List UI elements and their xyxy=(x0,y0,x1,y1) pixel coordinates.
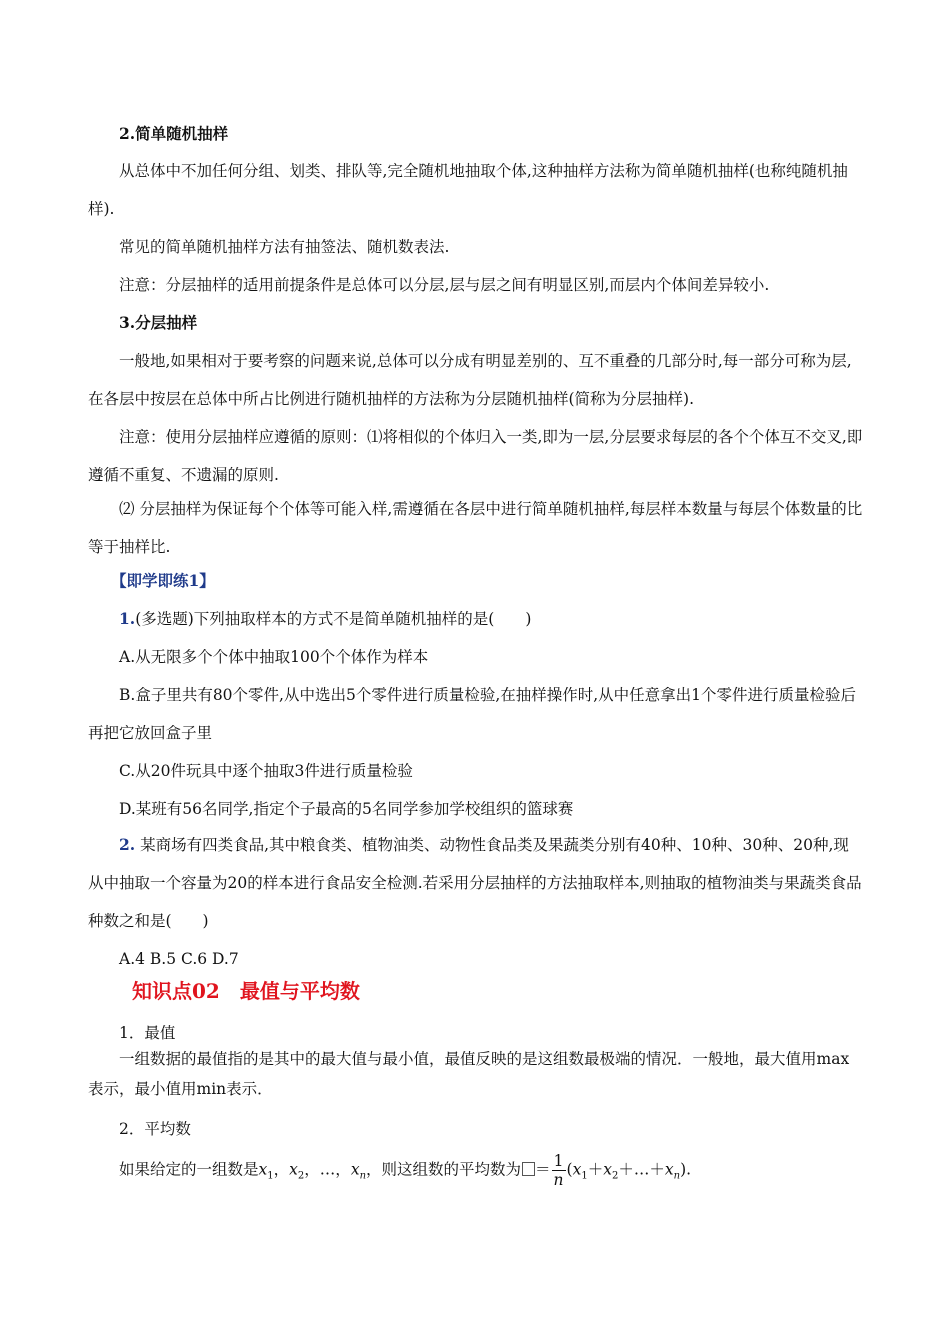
paragraph: 一般地,如果相对于要考察的问题来说,总体可以分成有明显差别的、互不重叠的几部分时,每一部分可称为层,在各层中按层在总体中所占比例进行随机抽样的方法称为分层随机抽样(简称为分层抽样). xyxy=(88,352,852,408)
paren: ). xyxy=(680,1160,692,1179)
subsection-title: 1．最值 xyxy=(119,1024,176,1042)
formula-text: 如果给定的一组数是 xyxy=(119,1160,259,1179)
question-number: 1. xyxy=(119,609,136,628)
var-x: x xyxy=(289,1160,298,1179)
section-title-simple-random-sampling: 2.简单随机抽样 xyxy=(119,124,229,143)
var-x: x xyxy=(258,1160,268,1179)
note: 注意：使用分层抽样应遵循的原则：⑴将相似的个体归入一类,即为一层,分层要求每层的各个个体互不交叉,即遵循不重复、不遗漏的原则. xyxy=(88,428,863,484)
equals-sign: ＝ xyxy=(535,1160,551,1179)
subscript: 2 xyxy=(611,1170,619,1182)
var-x: x xyxy=(572,1160,582,1179)
section-title-stratified-sampling: 3.分层抽样 xyxy=(119,313,198,332)
plus-sign: ＋ xyxy=(649,1160,665,1179)
note: 注意：分层抽样的适用前提条件是总体可以分层,层与层之间有明显区别,而层内个体间差异较小. xyxy=(119,276,770,294)
numerator: 1 xyxy=(552,1152,566,1171)
option-c: C.从20件玩具中逐个抽取3件进行质量检验 xyxy=(119,762,413,780)
mean-formula xyxy=(119,1152,691,1192)
paragraph: 从总体中不加任何分组、划类、排队等,完全随机地抽取个体,这种抽样方法称为简单随机抽样(也称纯随机抽样). xyxy=(88,162,848,218)
question-number: 2. xyxy=(119,835,136,854)
option-d: D.某班有56名同学,指定个子最高的5名同学参加学校组织的篮球赛 xyxy=(119,800,574,818)
subscript: 2 xyxy=(297,1170,305,1182)
question-2 xyxy=(88,826,864,940)
separator: ， xyxy=(304,1160,320,1179)
subscript: 1 xyxy=(581,1170,588,1182)
question-text: 某商场有四类食品,其中粮食类、植物油类、动物性食品类及果蔬类分别有40种、10种、30种、20种,现从中抽取一个容量为20的样本进行食品安全检测.若采用分层抽样的方法抽取样本,则抽取的植物油类与果蔬类食品种数之和是( ) xyxy=(88,836,862,930)
subsection-title: 2．平均数 xyxy=(119,1120,191,1138)
plus-sign: ＋ xyxy=(587,1160,604,1179)
subscript: 1 xyxy=(267,1170,274,1182)
question-2-options: A.4 B.5 C.6 D.7 xyxy=(119,950,239,968)
mean-symbol-placeholder-icon xyxy=(522,1162,535,1176)
var-x: x xyxy=(664,1160,674,1179)
ellipsis: … xyxy=(633,1160,650,1179)
question-1 xyxy=(88,600,864,638)
paren: ( xyxy=(566,1160,573,1179)
fraction xyxy=(552,1152,566,1189)
formula-text: ，则这组数的平均数为 xyxy=(366,1160,522,1179)
denominator: n xyxy=(553,1171,564,1189)
var-x: x xyxy=(603,1160,612,1179)
separator: ， xyxy=(335,1160,351,1179)
note: ⑵ 分层抽样为保证每个个体等可能入样,需遵循在各层中进行简单随机抽样,每层样本数量与每层个体数量的比等于抽样比. xyxy=(88,500,863,556)
separator: ， xyxy=(273,1160,290,1179)
option-b: B.盒子里共有80个零件,从中选出5个零件进行质量检验,在抽样操作时,从中任意拿出1个零件进行质量检验后再把它放回盒子里 xyxy=(88,686,857,742)
paragraph: 常见的简单随机抽样方法有抽签法、随机数表法. xyxy=(119,238,450,256)
paragraph: 一组数据的最值指的是其中的最大值与最小值，最值反映的是这组数最极端的情况．一般地，最大值用max表示，最小值用min表示． xyxy=(88,1050,850,1098)
option-a: A.从无限多个个体中抽取100个个体作为样本 xyxy=(119,648,429,666)
subscript: n xyxy=(673,1170,681,1182)
var-x: x xyxy=(350,1160,360,1179)
subscript: n xyxy=(359,1170,367,1182)
practice-heading: 【即学即练1】 xyxy=(111,571,215,590)
knowledge-point-title: 知识点02 最值与平均数 xyxy=(132,979,360,1003)
ellipsis: … xyxy=(319,1160,336,1179)
plus-sign: ＋ xyxy=(618,1160,634,1179)
question-text: (多选题)下列抽取样本的方式不是简单随机抽样的是( ) xyxy=(135,610,532,628)
